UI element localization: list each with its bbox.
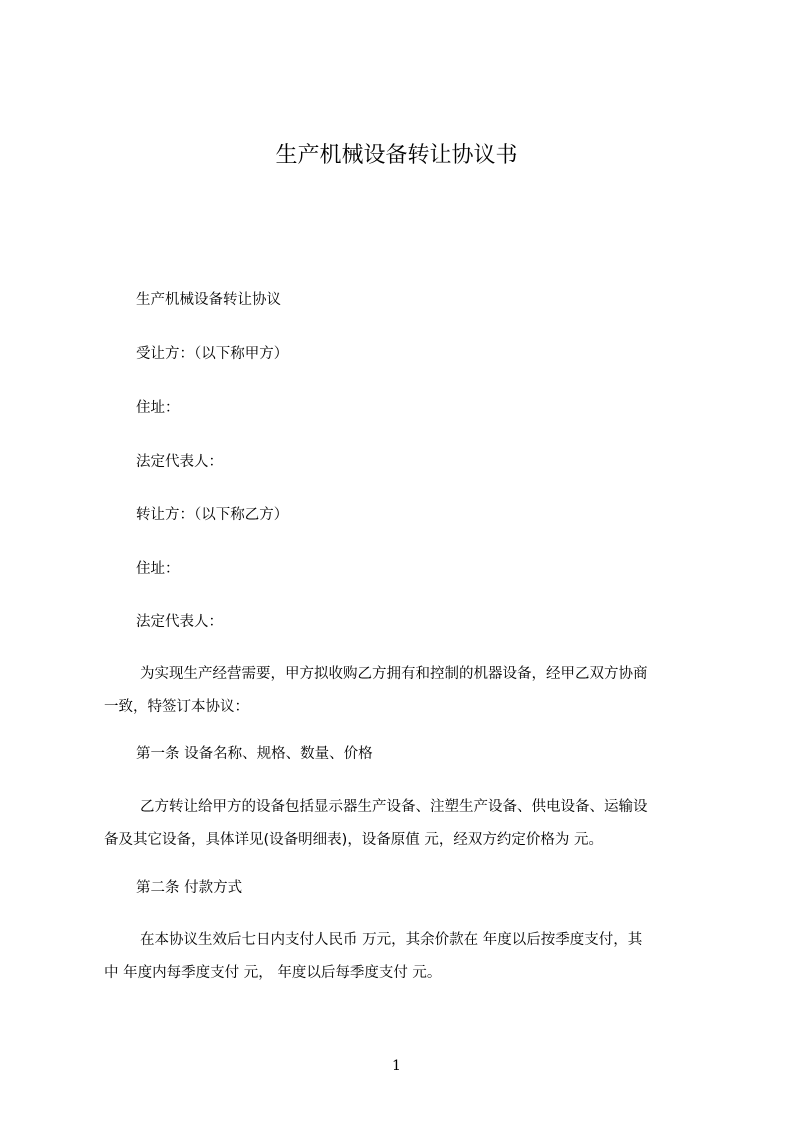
preamble-line: 一致，特签订本协议： [104, 699, 249, 715]
article-2-line: 在本协议生效后七日内支付人民币 万元，其余价款在 年度以后按季度支付，其 [140, 932, 643, 948]
transferor-representative-label: 法定代表人： [136, 614, 223, 630]
transferor-address-label: 住址： [136, 561, 180, 577]
article-2-line: 中 年度内每季度支付 元， 年度以后每季度支付 元。 [104, 965, 442, 981]
transferee-representative-label: 法定代表人： [136, 454, 223, 470]
preamble-line: 为实现生产经营需要，甲方拟收购乙方拥有和控制的机器设备，经甲乙双方协商 [140, 666, 648, 682]
transferee-label: 受让方：（以下称甲方） [136, 346, 289, 362]
preamble-paragraph [104, 658, 704, 724]
article-2-heading: 第二条 付款方式 [136, 880, 243, 896]
page-title: 生产机械设备转让协议书 [275, 143, 518, 168]
article-2-paragraph [104, 924, 704, 990]
article-1-heading: 第一条 设备名称、规格、数量、价格 [136, 746, 373, 762]
article-1-line: 备及其它设备，具体详见(设备明细表)，设备原值 元，经双方约定价格为 元。 [104, 832, 604, 848]
transferor-label: 转让方：（以下称乙方） [136, 507, 289, 523]
page-number: 1 [392, 1058, 401, 1074]
article-1-line: 乙方转让给甲方的设备包括显示器生产设备、注塑生产设备、供电设备、运输设 [140, 799, 648, 815]
article-1-paragraph [104, 791, 704, 857]
transferee-address-label: 住址： [136, 400, 180, 416]
agreement-subtitle: 生产机械设备转让协议 [136, 292, 281, 308]
